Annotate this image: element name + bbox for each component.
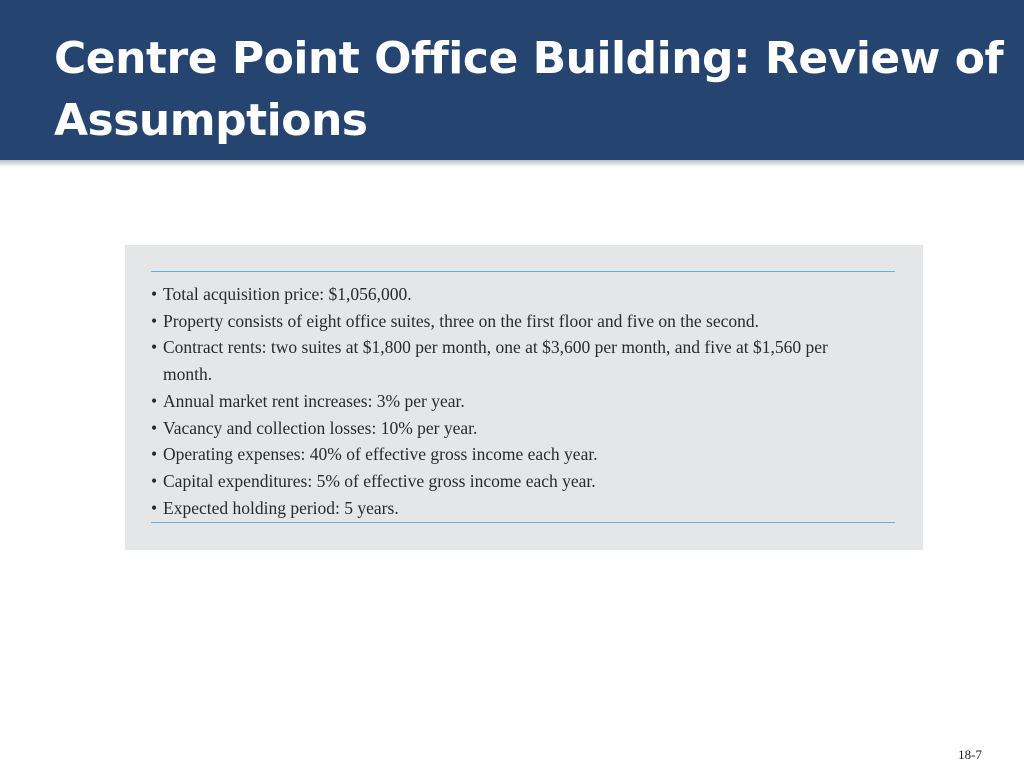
list-item (151, 441, 895, 468)
list-item-text: Property consists of eight office suites, three on the first floor and five on the second. (163, 310, 759, 331)
list-item-text: Capital expenditures: 5% of effective gross income each year. (163, 470, 596, 491)
list-item-text: Operating expenses: 40% of effective gross income each year. (163, 444, 598, 465)
banner-shadow (0, 160, 1024, 168)
title-banner (0, 0, 1024, 160)
list-item-text: Expected holding period: 5 years. (163, 497, 399, 518)
list-item-text: Annual market rent increases: 3% per year. (163, 390, 465, 411)
bullet-icon: • (151, 310, 158, 331)
bullet-icon: • (151, 470, 158, 491)
bullet-icon: • (151, 390, 158, 411)
bullet-icon: • (151, 444, 158, 465)
assumptions-box (125, 245, 923, 550)
bullet-icon: • (151, 284, 158, 304)
list-item (151, 388, 895, 415)
bullet-icon: • (151, 497, 158, 518)
page-number: 18-7 (958, 747, 982, 762)
list-item (151, 308, 895, 335)
assumptions-list (151, 281, 895, 521)
list-item (151, 468, 895, 495)
bullet-icon: • (151, 337, 158, 358)
slide-title: Centre Point Office Building: Review of Assumptions (54, 33, 1004, 146)
list-item (151, 415, 895, 442)
bullet-icon: • (151, 417, 158, 438)
list-item-text: Vacancy and collection losses: 10% per year. (163, 417, 478, 438)
bottom-rule (151, 522, 895, 523)
list-item (151, 334, 843, 387)
top-rule (151, 271, 895, 272)
list-item-text: Total acquisition price: $1,056,000. (163, 284, 412, 304)
list-item (151, 281, 895, 308)
list-item (151, 495, 895, 522)
list-item-text: Contract rents: two suites at $1,800 per month, one at $3,600 per month, and five at $1,560 per month. (163, 337, 828, 385)
